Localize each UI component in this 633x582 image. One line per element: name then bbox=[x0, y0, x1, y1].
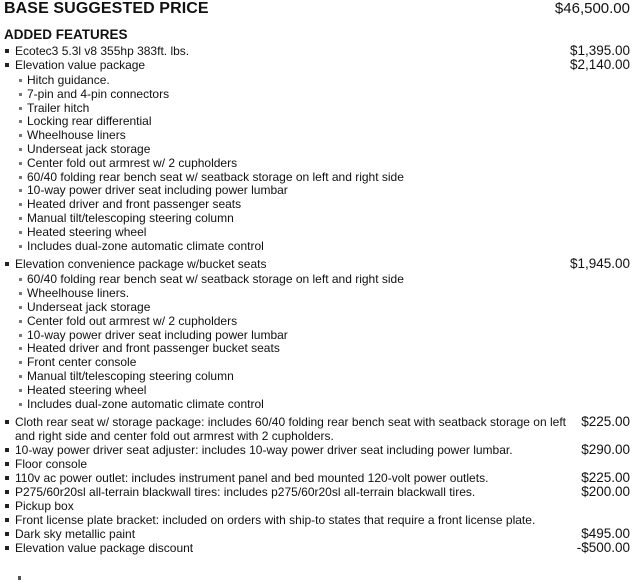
package-content-text: Manual tilt/telescoping steering column bbox=[27, 210, 234, 225]
feature-price: $200.00 bbox=[581, 484, 630, 500]
package-content-text: Heated driver and front passenger seats bbox=[27, 197, 242, 212]
package-content-text: 10-way power driver seat including power lumbar bbox=[27, 183, 288, 198]
list-bullet bbox=[19, 217, 22, 220]
package-content-text: Front center console bbox=[27, 355, 137, 370]
feature-name: 10-way power driver seat adjuster: includes 10-way power driver seat including power lumbar. bbox=[15, 443, 513, 458]
list-bullet bbox=[18, 576, 21, 580]
feature-price: $1,945.00 bbox=[569, 256, 630, 272]
feature-name: Front license plate bracket: included on orders with ship-to states that require a front license plate. bbox=[15, 513, 536, 528]
list-bullet bbox=[19, 306, 22, 309]
list-bullet bbox=[19, 403, 22, 406]
package-content-item bbox=[27, 129, 633, 143]
package-content-item bbox=[27, 115, 633, 129]
list-bullet bbox=[5, 262, 9, 266]
list-bullet bbox=[19, 120, 22, 123]
list-bullet bbox=[19, 148, 22, 151]
base-price-row bbox=[0, 0, 633, 22]
feature-row bbox=[15, 471, 633, 485]
package-content-item bbox=[27, 273, 633, 287]
feature-price: $225.00 bbox=[581, 470, 630, 486]
feature-price: -$500.00 bbox=[576, 540, 630, 556]
list-bullet bbox=[19, 334, 22, 337]
package-content-item bbox=[27, 370, 633, 384]
package-content-text: Manual tilt/telescoping steering column bbox=[27, 368, 234, 383]
feature-name: Elevation value package bbox=[15, 58, 146, 72]
feature-item bbox=[0, 257, 633, 415]
list-bullet bbox=[5, 518, 9, 522]
feature-row bbox=[15, 257, 633, 271]
list-bullet bbox=[19, 203, 22, 206]
package-content-text: Underseat jack storage bbox=[27, 299, 151, 314]
feature-price: $1,395.00 bbox=[569, 43, 630, 58]
feature-item bbox=[0, 58, 633, 257]
feature-name: Pickup box bbox=[15, 499, 74, 514]
feature-price: $2,140.00 bbox=[569, 57, 630, 72]
feature-row bbox=[15, 457, 633, 471]
package-content-item bbox=[27, 287, 633, 301]
list-bullet bbox=[5, 504, 9, 508]
feature-item bbox=[0, 513, 633, 527]
list-bullet bbox=[19, 347, 22, 350]
list-bullet bbox=[5, 49, 9, 53]
package-contents-list bbox=[15, 74, 633, 253]
list-bullet bbox=[5, 448, 9, 452]
package-contents-list bbox=[15, 273, 633, 411]
list-bullet bbox=[19, 189, 22, 192]
feature-row bbox=[15, 527, 633, 541]
feature-item bbox=[0, 415, 633, 443]
package-content-text: Center fold out armrest w/ 2 cupholders bbox=[27, 313, 238, 328]
package-content-item bbox=[27, 102, 633, 116]
feature-name: P275/60r20sl all-terrain blackwall tires: includes p275/60r20sl all-terrain blackwall tires. bbox=[15, 485, 476, 500]
list-bullet bbox=[5, 420, 9, 424]
package-content-text: 60/40 folding rear bench seat w/ seatback storage on left and right side bbox=[27, 169, 404, 184]
list-bullet bbox=[5, 462, 9, 466]
feature-name: Ecotec3 5.3l v8 355hp 383ft. lbs. bbox=[15, 44, 190, 58]
package-content-item bbox=[27, 384, 633, 398]
package-content-item bbox=[27, 342, 633, 356]
package-content-text: Heated steering wheel bbox=[27, 224, 147, 239]
feature-row bbox=[15, 541, 633, 555]
feature-item bbox=[0, 443, 633, 457]
package-content-item bbox=[27, 329, 633, 343]
package-content-item bbox=[27, 212, 633, 226]
package-content-text: Wheelhouse liners. bbox=[27, 286, 130, 301]
feature-item bbox=[0, 44, 633, 58]
feature-name: Elevation convenience package w/bucket seats bbox=[15, 257, 267, 272]
list-bullet bbox=[19, 375, 22, 378]
package-content-item bbox=[27, 315, 633, 329]
feature-item bbox=[0, 457, 633, 471]
list-bullet bbox=[19, 79, 22, 82]
list-bullet bbox=[19, 278, 22, 281]
feature-row bbox=[15, 513, 633, 527]
list-bullet bbox=[19, 107, 22, 110]
feature-row bbox=[15, 485, 633, 499]
feature-row bbox=[15, 44, 633, 58]
list-bullet bbox=[19, 162, 22, 165]
feature-price: $290.00 bbox=[581, 442, 630, 458]
feature-item bbox=[0, 499, 633, 513]
package-content-text: Heated steering wheel bbox=[27, 382, 147, 397]
list-bullet bbox=[5, 476, 9, 480]
package-content-item bbox=[27, 398, 633, 412]
feature-name: 110v ac power outlet: includes instrument panel and bed mounted 120-volt power outlets. bbox=[15, 471, 489, 486]
package-content-item bbox=[27, 198, 633, 212]
package-content-text: Center fold out armrest w/ 2 cupholders bbox=[27, 155, 238, 170]
list-bullet bbox=[19, 292, 22, 295]
list-bullet bbox=[5, 532, 9, 536]
feature-item bbox=[0, 527, 633, 541]
list-bullet bbox=[19, 134, 22, 137]
list-bullet bbox=[19, 93, 22, 96]
package-content-text: 60/40 folding rear bench seat w/ seatback storage on left and right side bbox=[27, 272, 404, 287]
package-content-text: Trailer hitch bbox=[27, 100, 90, 115]
list-bullet bbox=[19, 245, 22, 248]
feature-item bbox=[0, 541, 633, 555]
list-bullet bbox=[5, 546, 9, 550]
feature-price: $495.00 bbox=[581, 526, 630, 542]
package-content-item bbox=[27, 143, 633, 157]
feature-name: Floor console bbox=[15, 457, 88, 472]
package-content-text: Hitch guidance. bbox=[27, 73, 110, 87]
base-price: $46,500.00 bbox=[554, 0, 630, 17]
list-bullet bbox=[19, 361, 22, 364]
package-content-item bbox=[27, 226, 633, 240]
package-content-item bbox=[27, 356, 633, 370]
package-content-text: 10-way power driver seat including power lumbar bbox=[27, 327, 288, 342]
list-bullet bbox=[19, 176, 22, 179]
package-content-item bbox=[27, 184, 633, 198]
feature-item bbox=[0, 471, 633, 485]
list-bullet bbox=[19, 389, 22, 392]
list-bullet bbox=[19, 320, 22, 323]
base-title: BASE SUGGESTED PRICE bbox=[4, 0, 209, 17]
package-content-item bbox=[27, 240, 633, 254]
list-bullet bbox=[19, 231, 22, 234]
added-features-title: ADDED FEATURES bbox=[4, 27, 128, 42]
feature-row bbox=[15, 58, 633, 72]
package-content-text: 7-pin and 4-pin connectors bbox=[27, 86, 170, 101]
package-content-item bbox=[27, 301, 633, 315]
package-content-text: Includes dual-zone automatic climate control bbox=[27, 396, 264, 411]
package-content-text: Includes dual-zone automatic climate control bbox=[27, 238, 264, 253]
feature-row bbox=[15, 443, 633, 457]
feature-row bbox=[15, 415, 633, 443]
package-content-text: Heated driver and front passenger bucket seats bbox=[27, 341, 280, 356]
package-content-item bbox=[27, 171, 633, 185]
feature-name: Cloth rear seat w/ storage package: includes 60/40 folding rear bench seat with seatback storage on left and right side and center fold out armrest with 2 cupholders. bbox=[15, 415, 566, 444]
package-content-text: Locking rear differential bbox=[27, 114, 152, 129]
feature-name: Elevation value package discount bbox=[15, 541, 194, 556]
list-bullet bbox=[5, 63, 9, 67]
list-bullet bbox=[5, 490, 9, 494]
feature-price: $225.00 bbox=[581, 414, 630, 430]
feature-row bbox=[15, 499, 633, 513]
package-content-text: Wheelhouse liners bbox=[27, 128, 126, 143]
feature-item bbox=[0, 485, 633, 499]
feature-name: Dark sky metallic paint bbox=[15, 527, 136, 542]
package-content-item bbox=[27, 88, 633, 102]
feature-list bbox=[0, 44, 633, 555]
package-content-text: Underseat jack storage bbox=[27, 141, 151, 156]
package-content-item bbox=[27, 74, 633, 88]
package-content-item bbox=[27, 157, 633, 171]
